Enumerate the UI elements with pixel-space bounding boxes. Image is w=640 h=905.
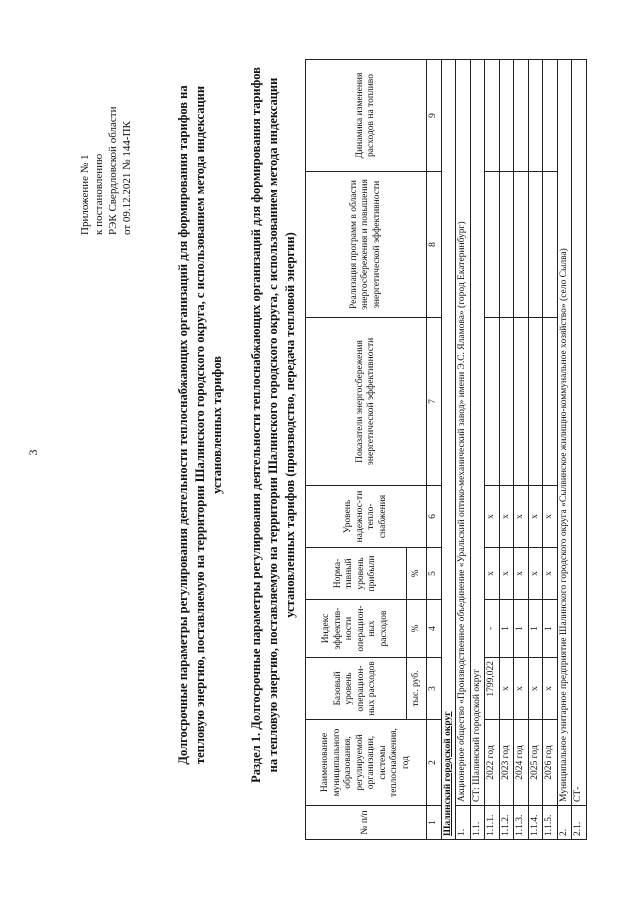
row-programs — [543, 172, 558, 318]
appendix-line: от 09.12.2021 № 144-ПК — [121, 121, 133, 235]
org-num: 1. — [456, 806, 471, 840]
header-index: Индекс эффектив-ности операцион-ных расходов — [306, 600, 407, 658]
row-base: x — [514, 658, 529, 720]
row-num: 1.1.5. — [543, 806, 558, 840]
row-index: 1 — [499, 600, 514, 658]
row-index: 1 — [543, 600, 558, 658]
table-row — [485, 60, 500, 840]
col-number: 3 — [427, 658, 442, 720]
row-reliability: x — [514, 486, 529, 548]
col-number: 5 — [427, 548, 442, 600]
row-base: x — [543, 658, 558, 720]
col-number: 7 — [427, 318, 442, 486]
row-programs — [528, 172, 543, 318]
row-norm: x — [485, 548, 500, 600]
appendix-line: РЭК Свердловской области — [107, 106, 119, 235]
table-row — [514, 60, 529, 840]
row-year: 2025 год — [528, 720, 543, 806]
row-programs — [485, 172, 500, 318]
row-norm: x — [528, 548, 543, 600]
row-num: 1.1.3. — [514, 806, 529, 840]
col-number: 2 — [427, 720, 442, 806]
header-norm: Норма-тивный уровень прибыли — [306, 548, 407, 600]
row-year: 2023 год — [499, 720, 514, 806]
table-header-row — [306, 60, 407, 840]
row-fuel — [528, 60, 543, 172]
row-fuel — [485, 60, 500, 172]
org-name: Муниципальное унитарное предприятие Шалинского городского округа «Сылвинское жилищно-коммунальное хозяйство» (село Сылва) — [557, 60, 572, 806]
col-number: 4 — [427, 600, 442, 658]
parameters-table — [305, 59, 587, 840]
row-norm: x — [499, 548, 514, 600]
unit-base: тыс. руб. — [406, 658, 426, 720]
appendix-line: к постановлению — [93, 153, 105, 235]
row-index: 1 — [514, 600, 529, 658]
row-base: x — [528, 658, 543, 720]
page-number: 3 — [26, 449, 40, 456]
table-row — [528, 60, 543, 840]
row-energy — [543, 318, 558, 486]
header-energy-indicators: Показатели энергосбережения энергетической эффективности — [306, 318, 427, 486]
row-energy — [514, 318, 529, 486]
row-energy — [528, 318, 543, 486]
col-number: 8 — [427, 172, 442, 318]
row-programs — [514, 172, 529, 318]
row-index: - — [485, 600, 500, 658]
header-name: Наименование муниципального образования, регулируемой организации, системы теплоснабжения, год — [306, 720, 427, 806]
row-reliability: x — [528, 486, 543, 548]
row-fuel — [514, 60, 529, 172]
municipality-name: Шалинский городской округ — [441, 60, 456, 840]
row-num: 1.1.2. — [499, 806, 514, 840]
row-energy — [485, 318, 500, 486]
header-reliability: Уровень надежнос-ти тепло-снабжения — [306, 486, 427, 548]
row-reliability: x — [485, 486, 500, 548]
row-index: 1 — [528, 600, 543, 658]
row-year: 2024 год — [514, 720, 529, 806]
row-fuel — [543, 60, 558, 172]
header-fuel: Динамика изменения расходов на топливо — [306, 60, 427, 172]
table-row — [499, 60, 514, 840]
org-num: 2. — [557, 806, 572, 840]
org-name: Акционерное общество «Производственное объединение «Уральский оптико-механический завод» имени Э.С. Яламова» (город Екатеринбург) — [456, 60, 471, 806]
header-programs: Реализация программ в области энергосбережения и повышения энергетической эффективности — [306, 172, 427, 318]
header-base: Базовый уровень операцион-ных расходов — [306, 658, 407, 720]
system-num: 1.1. — [470, 806, 485, 840]
system-name: СТ- — [572, 60, 587, 806]
appendix-line: Приложение № 1 — [79, 154, 91, 235]
section-title: Раздел 1. Долгосрочные параметры регулирования деятельности теплоснабжающих организаций для формирования тарифов на тепловую энергию, поставляемую на территории Шалинского городского округа, с использованием метода индексации установленных тарифов (производство, передача тепловой энергии) — [249, 67, 297, 783]
row-num: 1.1.4. — [528, 806, 543, 840]
row-base: 1799,022 — [485, 658, 500, 720]
organization-row — [456, 60, 471, 840]
row-year: 2026 год — [543, 720, 558, 806]
municipality-row — [441, 60, 456, 840]
col-number: 6 — [427, 486, 442, 548]
column-number-row — [427, 60, 442, 840]
system-row — [470, 60, 485, 840]
col-number: 1 — [427, 806, 442, 840]
appendix-block — [78, 107, 134, 235]
row-norm: x — [543, 548, 558, 600]
row-reliability: x — [543, 486, 558, 548]
organization-row — [557, 60, 572, 840]
row-fuel — [499, 60, 514, 172]
unit-index: % — [406, 600, 426, 658]
row-base: x — [499, 658, 514, 720]
header-num: № п/п — [306, 806, 427, 840]
system-row — [572, 60, 587, 840]
document-title: Долгосрочные параметры регулирования деятельности теплоснабжающих организаций для формирования тарифов на тепловую энергию, поставляемую на территории Шалинского городского округа, с использованием метода индексации установленных тарифов — [176, 85, 224, 765]
row-programs — [499, 172, 514, 318]
row-reliability: x — [499, 486, 514, 548]
unit-norm: % — [406, 548, 426, 600]
row-norm: x — [514, 548, 529, 600]
col-number: 9 — [427, 60, 442, 172]
row-year: 2022 год — [485, 720, 500, 806]
system-name: СТ: Шалинский городской округ — [470, 60, 485, 806]
row-num: 1.1.1. — [485, 806, 500, 840]
system-num: 2.1. — [572, 806, 587, 840]
row-energy — [499, 318, 514, 486]
table-row — [543, 60, 558, 840]
